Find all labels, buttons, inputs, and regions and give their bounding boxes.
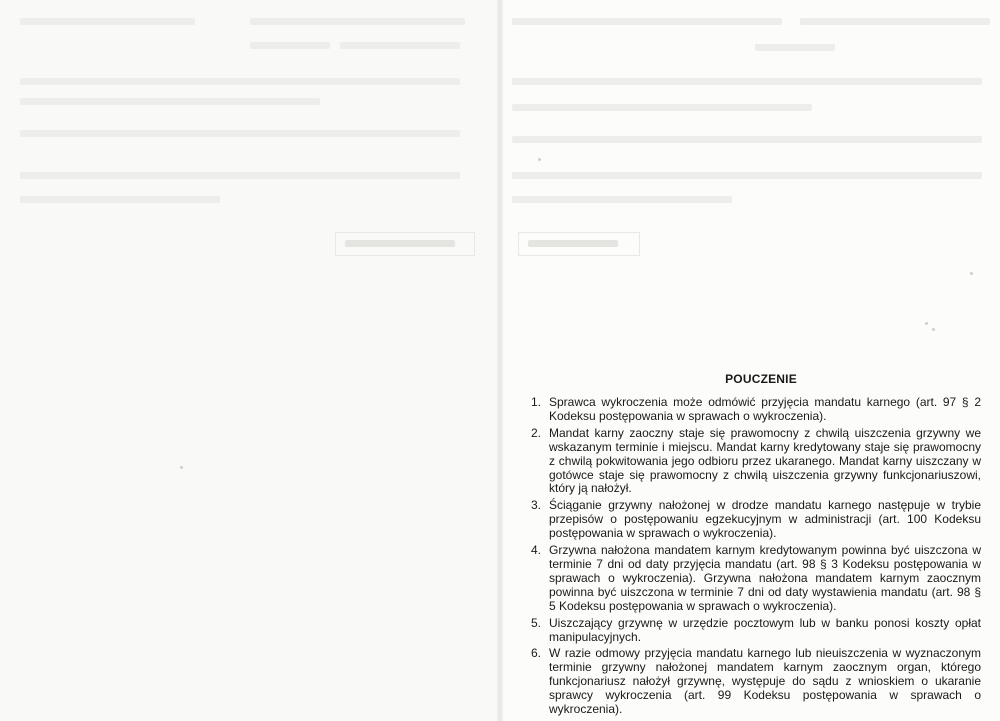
item-number: 3.	[531, 498, 542, 513]
list-item	[531, 499, 981, 541]
item-text: Sprawca wykroczenia może odmówić przyjęcia mandatu karnego (art. 97 § 2 Kodeksu postępowania w sprawach o wykroczenia).	[549, 395, 981, 423]
list-item	[531, 647, 981, 717]
item-number: 6.	[531, 646, 542, 661]
scan-speck	[180, 466, 183, 469]
show-through-line	[250, 42, 330, 49]
scan-speck	[970, 272, 973, 275]
list-item	[531, 396, 981, 424]
show-through-line	[755, 44, 835, 51]
item-text: Uiszczający grzywnę w urzędzie pocztowym lub w banku ponosi koszty opłat manipulacyjnych.	[549, 615, 981, 644]
instructions-section	[531, 372, 981, 720]
item-text: Ściąganie grzywny nałożonej w drodze mandatu karnego następuje w trybie przepisów o postępowaniu egzekucyjnym w administracji (art. 100 Kodeksu postępowania w sprawach o wykroczenia).	[549, 498, 981, 541]
instructions-list	[531, 396, 981, 717]
show-through-line	[20, 98, 320, 105]
list-item	[531, 427, 981, 497]
show-through-line	[512, 136, 982, 143]
show-through-line	[800, 18, 990, 25]
show-through-line	[512, 78, 982, 85]
item-number: 2.	[531, 425, 542, 440]
show-through-line	[20, 18, 195, 25]
item-number: 5.	[531, 615, 542, 630]
page-fold	[497, 0, 503, 721]
item-text: Grzywna nałożona mandatem karnym kredytowanym powinna być uiszczona w terminie 7 dni od daty przyjęcia mandatu (art. 98 § 3 Kodeksu postępowania w sprawach o wykroczenia). Grzywna nałożona mandatem karnym zaocznym powinna być uiszczona w terminie 7 dni od daty wystawienia mandatu (art. 98 § 5 Kodeksu postępowania w sprawach o wykroczenia).	[549, 543, 981, 613]
show-through-line	[512, 18, 782, 25]
show-through-line	[20, 196, 220, 203]
scan-speck	[932, 328, 935, 331]
show-through-line	[20, 172, 460, 179]
show-through-line	[20, 130, 460, 137]
list-item	[531, 544, 981, 614]
item-number: 1.	[531, 395, 542, 409]
show-through-line	[20, 78, 460, 85]
item-text: Mandat karny zaoczny staje się prawomocny z chwilą uiszczenia grzywny we wskazanym terminie i miejscu. Mandat karny kredytowany staje się prawomocny z chwilą pokwitowania jego odbioru przez ukaranego. Mandat karny uiszczany w gotówce staje się prawomocny z chwilą uiszczenia grzywny funkcjonariuszowi, który ją nałożył.	[549, 425, 981, 496]
list-item	[531, 617, 981, 645]
scan-speck	[925, 322, 928, 325]
show-through-line	[512, 196, 732, 203]
instructions-heading: POUCZENIE	[725, 372, 797, 386]
scan-speck	[538, 158, 541, 161]
item-number: 4.	[531, 543, 542, 558]
show-through-line	[340, 42, 460, 49]
show-through-line	[512, 104, 812, 111]
show-through-line	[528, 240, 618, 247]
show-through-line	[512, 172, 982, 179]
item-text: W razie odmowy przyjęcia mandatu karnego lub nieuiszczenia w wyznaczonym terminie grzywny nałożonej mandatem karnym zaocznym organ, którego funkcjonariusz nałożył grzywnę, występuje do sądu z wnioskiem o ukaranie sprawcy wykroczenia (art. 99 Kodeksu postępowania w sprawach o wykroczenia).	[549, 646, 981, 717]
show-through-line	[345, 240, 455, 247]
show-through-line	[250, 18, 465, 25]
